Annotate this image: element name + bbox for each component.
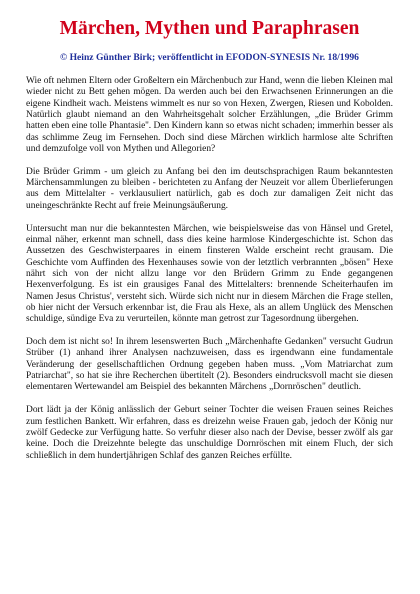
paragraph-2: Die Brüder Grimm - um gleich zu Anfang bei den im deutschsprachigen Raum bekanntesten Märchensammlungen zu bleiben - berichteten zu Anfang der Neuzeit vor allem Überlieferungen aus dem Mittelalter - verklausuliert natürlich, gab es doch zur damaligen Zeit nicht das uneingeschränkte Recht auf freie Meinungsäußerung. (26, 166, 393, 211)
document-title: Märchen, Mythen und Paraphrasen (59, 18, 360, 39)
document-body (26, 76, 393, 462)
document-subtitle: © Heinz Günther Birk; veröffentlicht in EFODON-SYNESIS Nr. 18/1996 (60, 52, 359, 63)
paragraph-5: Dort lädt ja der König anlässlich der Geburt seiner Tochter die weisen Frauen seines Reiches zum festlichen Bankett. Wir erfahren, dass es dreizehn weise Frauen gab, jedoch der König nur zwölf Gedecke zur Verfügung hatte. So verfuhr dieser also nach der Devise, besser zwölf als gar keine. Doch die Dreizehnte belegte das unschuldige Dornröschen mit einem Fluch, der sich schließlich in dem hundertjährigen Schlaf des ganzen Reiches erfüllte. (26, 405, 393, 461)
paragraph-1: Wie oft nehmen Eltern oder Großeltern ein Märchenbuch zur Hand, wenn die lieben Kleinen mal wieder nicht zu Bett gehen mögen. Da werden auch bei den Erwachsenen Erinnerungen an die eigene Kindheit wach. Meistens wimmelt es nur so von Hexen, Zwergen, Riesen und Kobolden. Natürlich glaubt niemand an den Wahrheitsgehalt solcher Erzählungen, „die Brüder Grimm hatten eben eine tolle Phantasie''. Den Kindern kann so etwas nicht schaden; immerhin besser als das schlimme Zeug im Fernsehen. Doch sind diese Märchen wirklich harmlose alte Schriften und demzufolge voll von Mythen und Allegorien? (26, 76, 393, 155)
paragraph-4: Doch dem ist nicht so! In ihrem lesenswerten Buch „Märchenhafte Gedanken" versucht Gudrun Strüber (1) anhand ihrer Analysen nachzuweisen, dass es irgendwann eine fundamentale Veränderung der gesellschaftlichen Ordnung gegeben haben muss. „Vom Matriarchat zum Patriarchat", so hat sie ihre Recherchen übertitelt (2). Besonders eindrucksvoll macht sie diesen elementaren Wertewandel am Beispiel des bekannten Märchens „Dornröschen" deutlich. (26, 337, 393, 393)
paragraph-3: Untersucht man nur die bekanntesten Märchen, wie beispielsweise das von Hänsel und Gretel, einmal näher, erkennt man schnell, dass dies keine harmlose Kindergeschichte ist. Schon das Aussetzen des Geschwisterpaares in einem finsteren Walde erscheint recht grausam. Die Geschichte vom Auffinden des Hexenhauses sowie von der letztlich verbrannten „bösen" Hexe nährt sich von der nicht allzu lange vor den Brüdern Grimm zu Ende gegangenen Hexenverfolgung. Es ist ein grausiges Fanal des Mittelalters: brennende Scheiterhaufen im Namen Jesus Christus', versteht sich. Würde sich nicht nur in diesem Märchen die Frage stellen, ob hier nicht der Versuch erkennbar ist, die Frau als Hexe, als an allem Unglück des Menschen schuldige, sündige Eva zu verurteilen, könnte man getrost zur Tagesordnung übergehen. (26, 223, 393, 325)
